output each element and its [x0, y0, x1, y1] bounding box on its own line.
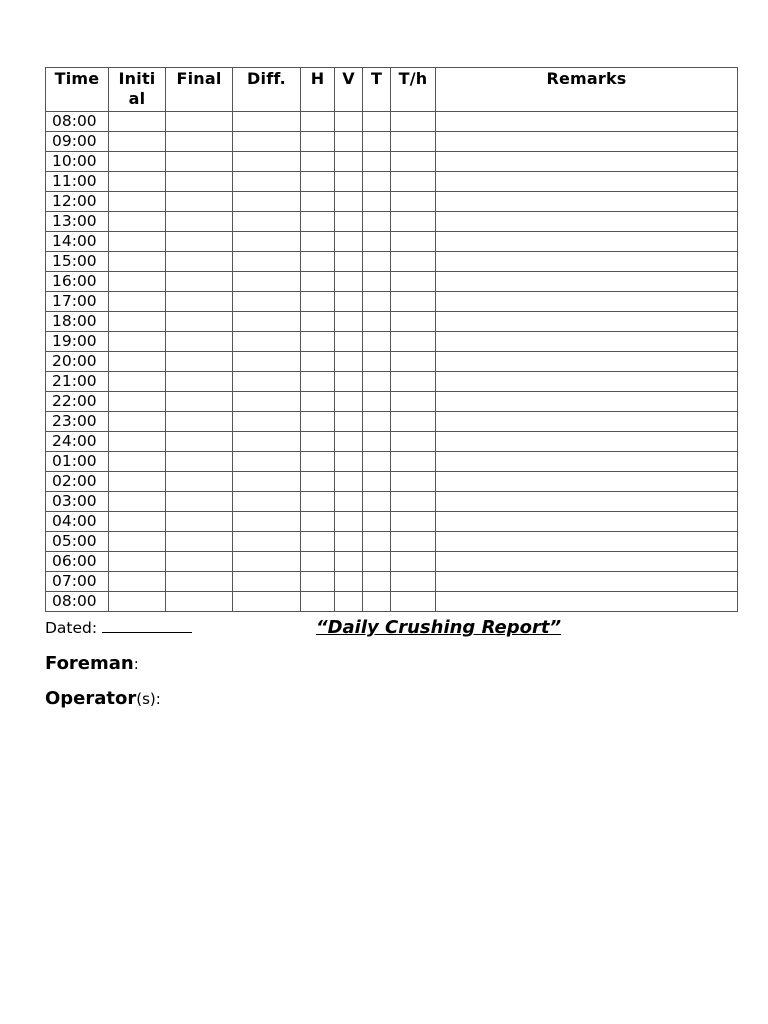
- time-cell: 22:00: [46, 392, 109, 412]
- table-row: [46, 392, 738, 412]
- table-row: [46, 332, 738, 352]
- table-row: [46, 172, 738, 192]
- final-cell[interactable]: [166, 252, 233, 272]
- remarks-cell[interactable]: [436, 332, 738, 352]
- header-time: Time: [46, 68, 109, 112]
- remarks-cell[interactable]: [436, 212, 738, 232]
- header-t: T: [363, 68, 391, 112]
- h-cell[interactable]: [301, 352, 335, 372]
- h-cell[interactable]: [301, 412, 335, 432]
- table-header-row: [46, 68, 738, 112]
- diff-cell[interactable]: [233, 112, 301, 132]
- h-cell[interactable]: [301, 252, 335, 272]
- time-cell: 23:00: [46, 412, 109, 432]
- time-cell: 13:00: [46, 212, 109, 232]
- h-cell[interactable]: [301, 492, 335, 512]
- v-cell[interactable]: [335, 552, 363, 572]
- remarks-cell[interactable]: [436, 252, 738, 272]
- th-cell[interactable]: [391, 152, 436, 172]
- time-cell: 01:00: [46, 452, 109, 472]
- th-cell[interactable]: [391, 472, 436, 492]
- remarks-cell[interactable]: [436, 152, 738, 172]
- time-cell: 04:00: [46, 512, 109, 532]
- v-cell[interactable]: [335, 572, 363, 592]
- diff-cell[interactable]: [233, 412, 301, 432]
- crushing-report-table: [45, 67, 738, 612]
- final-cell[interactable]: [166, 452, 233, 472]
- t-cell[interactable]: [363, 552, 391, 572]
- table-row: [46, 272, 738, 292]
- operator-line: [45, 688, 161, 709]
- final-cell[interactable]: [166, 372, 233, 392]
- report-title: “Daily Crushing Report”: [316, 617, 562, 638]
- v-cell[interactable]: [335, 472, 363, 492]
- diff-cell[interactable]: [233, 592, 301, 612]
- header-initial-part1: Initi: [118, 69, 156, 88]
- diff-cell[interactable]: [233, 152, 301, 172]
- v-cell[interactable]: [335, 492, 363, 512]
- t-cell[interactable]: [363, 192, 391, 212]
- time-cell: 14:00: [46, 232, 109, 252]
- t-cell[interactable]: [363, 492, 391, 512]
- t-cell[interactable]: [363, 412, 391, 432]
- remarks-cell[interactable]: [436, 232, 738, 252]
- th-cell[interactable]: [391, 132, 436, 152]
- t-cell[interactable]: [363, 512, 391, 532]
- initial-cell[interactable]: [109, 312, 166, 332]
- th-cell[interactable]: [391, 552, 436, 572]
- remarks-cell[interactable]: [436, 432, 738, 452]
- diff-cell[interactable]: [233, 272, 301, 292]
- diff-cell[interactable]: [233, 552, 301, 572]
- remarks-cell[interactable]: [436, 452, 738, 472]
- diff-cell[interactable]: [233, 392, 301, 412]
- remarks-cell[interactable]: [436, 412, 738, 432]
- remarks-cell[interactable]: [436, 112, 738, 132]
- diff-cell[interactable]: [233, 252, 301, 272]
- final-cell[interactable]: [166, 112, 233, 132]
- initial-cell[interactable]: [109, 452, 166, 472]
- t-cell[interactable]: [363, 452, 391, 472]
- time-cell: 08:00: [46, 112, 109, 132]
- initial-cell[interactable]: [109, 472, 166, 492]
- initial-cell[interactable]: [109, 132, 166, 152]
- remarks-cell[interactable]: [436, 192, 738, 212]
- initial-cell[interactable]: [109, 192, 166, 212]
- time-cell: 16:00: [46, 272, 109, 292]
- remarks-cell[interactable]: [436, 352, 738, 372]
- time-cell: 11:00: [46, 172, 109, 192]
- th-cell[interactable]: [391, 312, 436, 332]
- remarks-cell[interactable]: [436, 132, 738, 152]
- th-cell[interactable]: [391, 112, 436, 132]
- th-cell[interactable]: [391, 172, 436, 192]
- remarks-cell[interactable]: [436, 312, 738, 332]
- t-cell[interactable]: [363, 172, 391, 192]
- th-cell[interactable]: [391, 332, 436, 352]
- table-row: [46, 192, 738, 212]
- final-cell[interactable]: [166, 572, 233, 592]
- v-cell[interactable]: [335, 352, 363, 372]
- diff-cell[interactable]: [233, 352, 301, 372]
- th-cell[interactable]: [391, 592, 436, 612]
- initial-cell[interactable]: [109, 112, 166, 132]
- h-cell[interactable]: [301, 192, 335, 212]
- table-row: [46, 412, 738, 432]
- v-cell[interactable]: [335, 272, 363, 292]
- h-cell[interactable]: [301, 292, 335, 312]
- final-cell[interactable]: [166, 592, 233, 612]
- v-cell[interactable]: [335, 452, 363, 472]
- v-cell[interactable]: [335, 152, 363, 172]
- v-cell[interactable]: [335, 332, 363, 352]
- remarks-cell[interactable]: [436, 172, 738, 192]
- time-cell: 02:00: [46, 472, 109, 492]
- th-cell[interactable]: [391, 212, 436, 232]
- initial-cell[interactable]: [109, 572, 166, 592]
- v-cell[interactable]: [335, 292, 363, 312]
- table-row: [46, 512, 738, 532]
- h-cell[interactable]: [301, 512, 335, 532]
- t-cell[interactable]: [363, 212, 391, 232]
- th-cell[interactable]: [391, 292, 436, 312]
- v-cell[interactable]: [335, 412, 363, 432]
- th-cell[interactable]: [391, 232, 436, 252]
- foreman-colon: :: [133, 655, 139, 673]
- h-cell[interactable]: [301, 452, 335, 472]
- time-cell: 10:00: [46, 152, 109, 172]
- h-cell[interactable]: [301, 592, 335, 612]
- final-cell[interactable]: [166, 532, 233, 552]
- time-cell: 03:00: [46, 492, 109, 512]
- diff-cell[interactable]: [233, 172, 301, 192]
- final-cell[interactable]: [166, 352, 233, 372]
- h-cell[interactable]: [301, 572, 335, 592]
- foreman-line: [45, 653, 139, 674]
- remarks-cell[interactable]: [436, 272, 738, 292]
- remarks-cell[interactable]: [436, 472, 738, 492]
- time-cell: 24:00: [46, 432, 109, 452]
- v-cell[interactable]: [335, 592, 363, 612]
- header-initial: [109, 68, 166, 112]
- table-row: [46, 492, 738, 512]
- h-cell[interactable]: [301, 332, 335, 352]
- h-cell[interactable]: [301, 212, 335, 232]
- diff-cell[interactable]: [233, 132, 301, 152]
- dated-label: Dated:: [45, 619, 98, 637]
- remarks-cell[interactable]: [436, 392, 738, 412]
- v-cell[interactable]: [335, 212, 363, 232]
- initial-cell[interactable]: [109, 232, 166, 252]
- table-body: [46, 112, 738, 612]
- time-cell: 19:00: [46, 332, 109, 352]
- diff-cell[interactable]: [233, 452, 301, 472]
- final-cell[interactable]: [166, 292, 233, 312]
- time-cell: 06:00: [46, 552, 109, 572]
- h-cell[interactable]: [301, 112, 335, 132]
- header-v: V: [335, 68, 363, 112]
- initial-cell[interactable]: [109, 352, 166, 372]
- t-cell[interactable]: [363, 352, 391, 372]
- table-row: [46, 252, 738, 272]
- header-remarks: Remarks: [436, 68, 738, 112]
- time-cell: 15:00: [46, 252, 109, 272]
- t-cell[interactable]: [363, 592, 391, 612]
- th-cell[interactable]: [391, 252, 436, 272]
- initial-cell[interactable]: [109, 492, 166, 512]
- t-cell[interactable]: [363, 392, 391, 412]
- v-cell[interactable]: [335, 372, 363, 392]
- v-cell[interactable]: [335, 532, 363, 552]
- t-cell[interactable]: [363, 472, 391, 492]
- th-cell[interactable]: [391, 352, 436, 372]
- table-row: [46, 592, 738, 612]
- initial-cell[interactable]: [109, 372, 166, 392]
- operator-label: Operator: [45, 688, 137, 709]
- v-cell[interactable]: [335, 132, 363, 152]
- v-cell[interactable]: [335, 192, 363, 212]
- initial-cell[interactable]: [109, 252, 166, 272]
- h-cell[interactable]: [301, 372, 335, 392]
- table-row: [46, 132, 738, 152]
- v-cell[interactable]: [335, 512, 363, 532]
- diff-cell[interactable]: [233, 532, 301, 552]
- header-final: Final: [166, 68, 233, 112]
- final-cell[interactable]: [166, 552, 233, 572]
- time-cell: 09:00: [46, 132, 109, 152]
- table-row: [46, 452, 738, 472]
- diff-cell[interactable]: [233, 332, 301, 352]
- final-cell[interactable]: [166, 172, 233, 192]
- table-row: [46, 312, 738, 332]
- t-cell[interactable]: [363, 232, 391, 252]
- initial-cell[interactable]: [109, 532, 166, 552]
- remarks-cell[interactable]: [436, 572, 738, 592]
- diff-cell[interactable]: [233, 432, 301, 452]
- table-row: [46, 152, 738, 172]
- diff-cell[interactable]: [233, 372, 301, 392]
- v-cell[interactable]: [335, 392, 363, 412]
- operator-suffix: (s):: [136, 690, 161, 708]
- diff-cell[interactable]: [233, 572, 301, 592]
- table-row: [46, 552, 738, 572]
- t-cell[interactable]: [363, 532, 391, 552]
- dated-blank[interactable]: [102, 618, 192, 633]
- final-cell[interactable]: [166, 492, 233, 512]
- time-cell: 05:00: [46, 532, 109, 552]
- h-cell[interactable]: [301, 232, 335, 252]
- t-cell[interactable]: [363, 432, 391, 452]
- t-cell[interactable]: [363, 272, 391, 292]
- h-cell[interactable]: [301, 152, 335, 172]
- th-cell[interactable]: [391, 192, 436, 212]
- table-row: [46, 292, 738, 312]
- t-cell[interactable]: [363, 312, 391, 332]
- th-cell[interactable]: [391, 372, 436, 392]
- diff-cell[interactable]: [233, 212, 301, 232]
- time-cell: 07:00: [46, 572, 109, 592]
- table-row: [46, 372, 738, 392]
- header-diff: Diff.: [233, 68, 301, 112]
- th-cell[interactable]: [391, 492, 436, 512]
- t-cell[interactable]: [363, 332, 391, 352]
- h-cell[interactable]: [301, 392, 335, 412]
- initial-cell[interactable]: [109, 412, 166, 432]
- table-row: [46, 232, 738, 252]
- th-cell[interactable]: [391, 432, 436, 452]
- time-cell: 12:00: [46, 192, 109, 212]
- th-cell[interactable]: [391, 532, 436, 552]
- final-cell[interactable]: [166, 432, 233, 452]
- t-cell[interactable]: [363, 152, 391, 172]
- h-cell[interactable]: [301, 312, 335, 332]
- initial-cell[interactable]: [109, 272, 166, 292]
- h-cell[interactable]: [301, 552, 335, 572]
- v-cell[interactable]: [335, 232, 363, 252]
- final-cell[interactable]: [166, 332, 233, 352]
- diff-cell[interactable]: [233, 292, 301, 312]
- remarks-cell[interactable]: [436, 372, 738, 392]
- table-row: [46, 432, 738, 452]
- h-cell[interactable]: [301, 532, 335, 552]
- initial-cell[interactable]: [109, 552, 166, 572]
- initial-cell[interactable]: [109, 212, 166, 232]
- final-cell[interactable]: [166, 472, 233, 492]
- remarks-cell[interactable]: [436, 512, 738, 532]
- h-cell[interactable]: [301, 472, 335, 492]
- v-cell[interactable]: [335, 172, 363, 192]
- h-cell[interactable]: [301, 272, 335, 292]
- foreman-label: Foreman: [45, 653, 134, 674]
- initial-cell[interactable]: [109, 292, 166, 312]
- th-cell[interactable]: [391, 572, 436, 592]
- diff-cell[interactable]: [233, 512, 301, 532]
- initial-cell[interactable]: [109, 512, 166, 532]
- t-cell[interactable]: [363, 572, 391, 592]
- time-cell: 18:00: [46, 312, 109, 332]
- t-cell[interactable]: [363, 132, 391, 152]
- initial-cell[interactable]: [109, 332, 166, 352]
- v-cell[interactable]: [335, 112, 363, 132]
- table-row: [46, 472, 738, 492]
- final-cell[interactable]: [166, 212, 233, 232]
- header-h: H: [301, 68, 335, 112]
- remarks-cell[interactable]: [436, 552, 738, 572]
- final-cell[interactable]: [166, 512, 233, 532]
- h-cell[interactable]: [301, 432, 335, 452]
- th-cell[interactable]: [391, 412, 436, 432]
- time-cell: 17:00: [46, 292, 109, 312]
- final-cell[interactable]: [166, 192, 233, 212]
- diff-cell[interactable]: [233, 472, 301, 492]
- time-cell: 08:00: [46, 592, 109, 612]
- th-cell[interactable]: [391, 272, 436, 292]
- t-cell[interactable]: [363, 292, 391, 312]
- h-cell[interactable]: [301, 172, 335, 192]
- table-row: [46, 572, 738, 592]
- th-cell[interactable]: [391, 392, 436, 412]
- dated-line: [45, 618, 192, 637]
- final-cell[interactable]: [166, 412, 233, 432]
- v-cell[interactable]: [335, 252, 363, 272]
- th-cell[interactable]: [391, 452, 436, 472]
- diff-cell[interactable]: [233, 312, 301, 332]
- time-cell: 21:00: [46, 372, 109, 392]
- time-cell: 20:00: [46, 352, 109, 372]
- diff-cell[interactable]: [233, 232, 301, 252]
- table-row: [46, 112, 738, 132]
- diff-cell[interactable]: [233, 492, 301, 512]
- v-cell[interactable]: [335, 432, 363, 452]
- table-row: [46, 532, 738, 552]
- t-cell[interactable]: [363, 112, 391, 132]
- header-initial-part2: al: [128, 89, 146, 108]
- remarks-cell[interactable]: [436, 532, 738, 552]
- final-cell[interactable]: [166, 272, 233, 292]
- initial-cell[interactable]: [109, 152, 166, 172]
- initial-cell[interactable]: [109, 172, 166, 192]
- t-cell[interactable]: [363, 252, 391, 272]
- remarks-cell[interactable]: [436, 492, 738, 512]
- final-cell[interactable]: [166, 392, 233, 412]
- initial-cell[interactable]: [109, 432, 166, 452]
- initial-cell[interactable]: [109, 392, 166, 412]
- diff-cell[interactable]: [233, 192, 301, 212]
- header-th: T/h: [391, 68, 436, 112]
- t-cell[interactable]: [363, 372, 391, 392]
- v-cell[interactable]: [335, 312, 363, 332]
- th-cell[interactable]: [391, 512, 436, 532]
- h-cell[interactable]: [301, 132, 335, 152]
- final-cell[interactable]: [166, 312, 233, 332]
- final-cell[interactable]: [166, 132, 233, 152]
- final-cell[interactable]: [166, 232, 233, 252]
- table-row: [46, 352, 738, 372]
- remarks-cell[interactable]: [436, 592, 738, 612]
- table-row: [46, 212, 738, 232]
- remarks-cell[interactable]: [436, 292, 738, 312]
- initial-cell[interactable]: [109, 592, 166, 612]
- final-cell[interactable]: [166, 152, 233, 172]
